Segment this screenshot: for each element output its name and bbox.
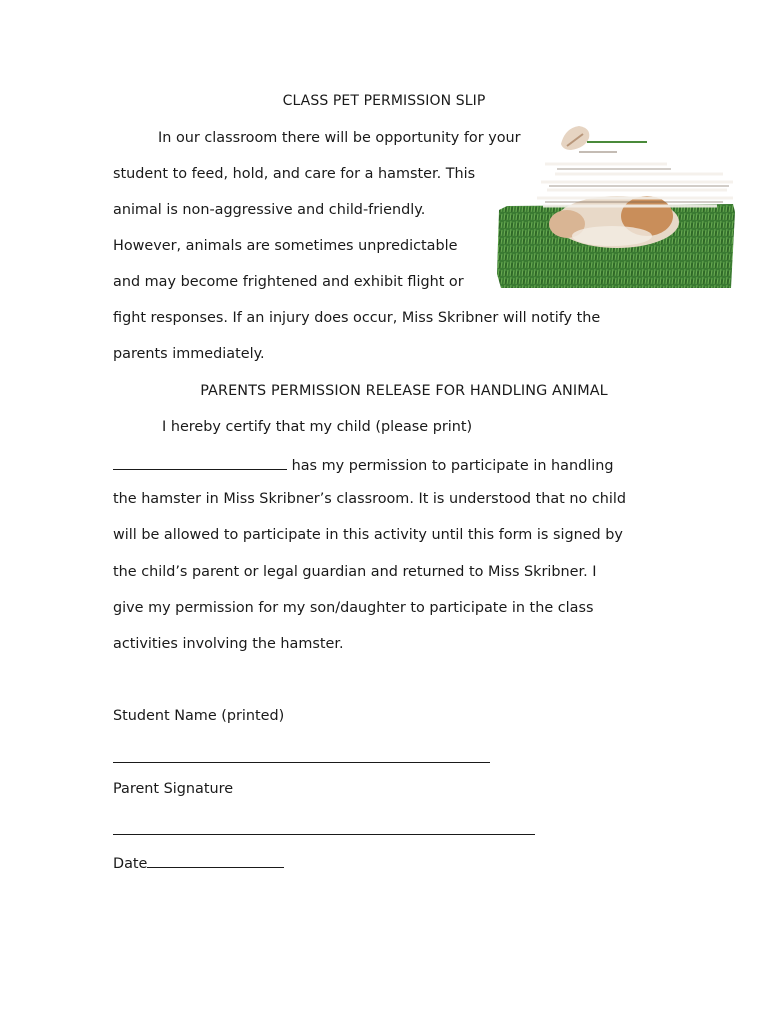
intro-line-7: parents immediately. bbox=[113, 346, 265, 362]
release-line-6: give my permission for my son/daughter to participate in the class bbox=[113, 600, 594, 616]
intro-line-6: fight responses. If an injury does occur, Miss Skribner will notify the bbox=[113, 310, 601, 326]
date-label: Date bbox=[113, 856, 148, 872]
release-line-3: the hamster in Miss Skribner’s classroom. It is understood that no child bbox=[113, 491, 627, 507]
release-line-2-text: has my permission to participate in handling bbox=[291, 458, 614, 474]
child-name-blank[interactable] bbox=[113, 455, 287, 470]
release-line-1: I hereby certify that my child (please print) bbox=[162, 419, 473, 435]
student-name-line[interactable] bbox=[113, 762, 490, 763]
date-row bbox=[113, 853, 284, 872]
release-line-4: will be allowed to participate in this activity until this form is signed by bbox=[113, 527, 623, 543]
hamster-photo bbox=[497, 124, 735, 288]
date-blank[interactable] bbox=[147, 853, 284, 868]
document-title: CLASS PET PERMISSION SLIP bbox=[282, 93, 486, 109]
release-line-7: activities involving the hamster. bbox=[113, 636, 344, 652]
intro-line-3: animal is non-aggressive and child-friendly. bbox=[113, 202, 426, 218]
parent-signature-label: Parent Signature bbox=[113, 781, 234, 797]
intro-line-5: and may become frightened and exhibit flight or bbox=[113, 274, 464, 290]
intro-line-1: In our classroom there will be opportunity for your bbox=[158, 130, 521, 146]
parent-signature-line[interactable] bbox=[113, 834, 535, 835]
intro-line-4: However, animals are sometimes unpredictable bbox=[113, 238, 458, 254]
student-name-label: Student Name (printed) bbox=[113, 708, 285, 724]
release-line-2 bbox=[113, 455, 613, 474]
intro-line-2: student to feed, hold, and care for a hamster. This bbox=[113, 166, 476, 182]
release-line-5: the child’s parent or legal guardian and returned to Miss Skribner. I bbox=[113, 564, 597, 580]
section-heading: PARENTS PERMISSION RELEASE FOR HANDLING ANIMAL bbox=[200, 383, 608, 399]
